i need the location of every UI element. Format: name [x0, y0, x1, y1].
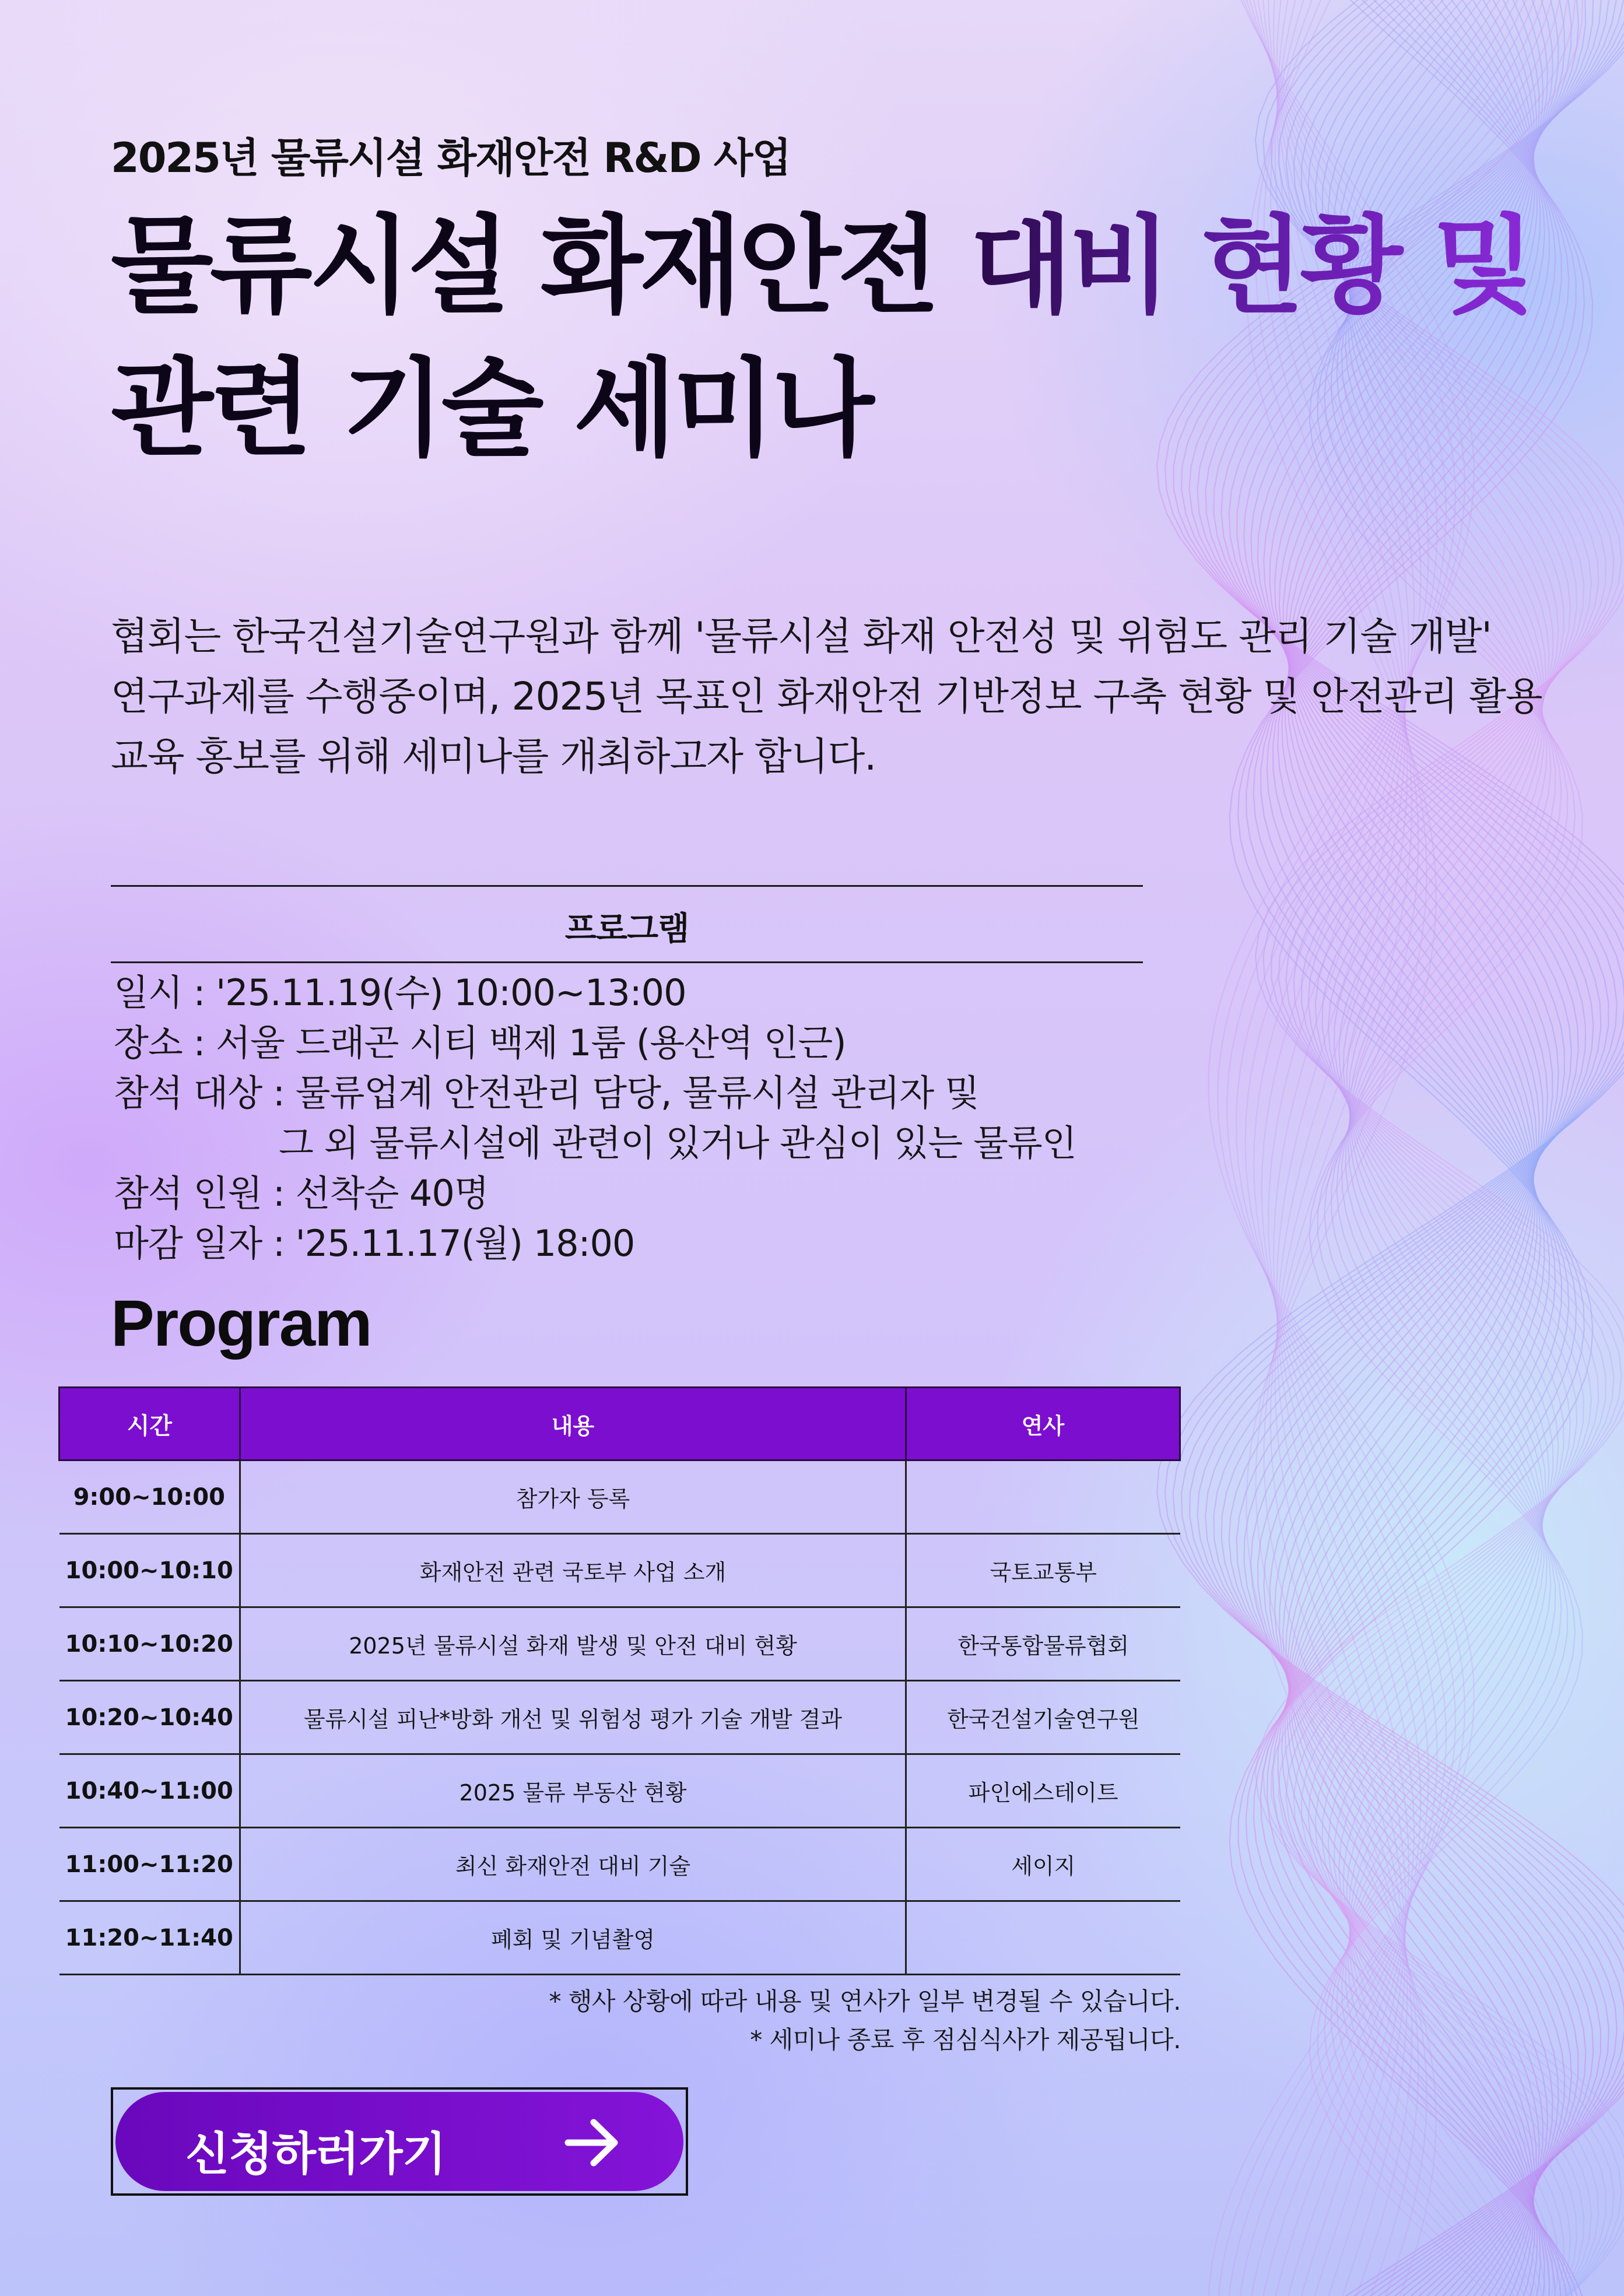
- table-row: [59, 1828, 1180, 1901]
- event-title-line-1: [111, 204, 1532, 328]
- cell-speaker: 한국건설기술연구원: [906, 1681, 1180, 1754]
- column-header-content: 내용: [240, 1388, 906, 1461]
- cell-time: 10:00~10:10: [59, 1534, 240, 1607]
- cell-time: 9:00~10:00: [59, 1461, 240, 1534]
- cell-content: 2025 물류 부동산 현황: [240, 1754, 906, 1828]
- event-title-line-2: 관련 기술 세미나: [111, 347, 871, 471]
- event-subtitle: 2025년 물류시설 화재안전 R&D 사업: [111, 134, 791, 182]
- detail-label: 장소 :: [114, 1021, 205, 1064]
- cell-time: 10:20~10:40: [59, 1681, 240, 1754]
- detail-deadline: [114, 1219, 1076, 1269]
- arrow-right-icon: [564, 2116, 620, 2169]
- detail-value: '25.11.17(월) 18:00: [295, 1222, 635, 1265]
- program-info-header: [111, 885, 1143, 963]
- table-header-row: [59, 1388, 1180, 1461]
- cell-content: 2025년 물류시설 화재 발생 및 안전 대비 현황: [240, 1607, 906, 1681]
- intro-line: 교육 홍보를 위해 세미나를 개최하고자 합니다.: [111, 734, 876, 779]
- program-info-heading: 프로그램: [564, 910, 689, 948]
- table-row: [59, 1901, 1180, 1975]
- table-row: [59, 1534, 1180, 1607]
- intro-line: 연구과제를 수행중이며, 2025년 목표인 화재안전 기반정보 구축 현황 및 안전관리 활용: [111, 674, 1542, 719]
- detail-value: '25.11.19(수) 10:00~13:00: [216, 971, 686, 1014]
- divider: [111, 961, 1143, 963]
- cell-content: 폐회 및 기념촬영: [240, 1901, 906, 1975]
- cell-content: 최신 화재안전 대비 기술: [240, 1828, 906, 1901]
- schedule-notes: [58, 1982, 1181, 2059]
- table-row: [59, 1754, 1180, 1828]
- detail-capacity: [114, 1168, 1076, 1219]
- detail-value: 물류업계 안전관리 담당, 물류시설 관리자 및: [295, 1072, 979, 1114]
- cell-content: 화재안전 관련 국토부 사업 소개: [240, 1534, 906, 1607]
- cell-speaker: 국토교통부: [906, 1534, 1180, 1607]
- detail-audience: [114, 1068, 1076, 1118]
- cell-content: 물류시설 피난*방화 개선 및 위험성 평가 기술 개발 결과: [240, 1681, 906, 1754]
- cell-content: 참가자 등록: [240, 1461, 906, 1534]
- detail-value: 서울 드래곤 시티 백제 1룸 (용산역 인근): [216, 1021, 846, 1064]
- detail-label: 참석 대상 :: [114, 1072, 285, 1114]
- cell-time: 10:10~10:20: [59, 1607, 240, 1681]
- detail-label: 참석 인원 :: [114, 1172, 285, 1214]
- detail-place: [114, 1018, 1076, 1068]
- detail-value: 선착순 40명: [295, 1172, 489, 1214]
- cell-time: 11:20~11:40: [59, 1901, 240, 1975]
- detail-label: 마감 일자 :: [114, 1222, 285, 1265]
- detail-label: 일시 :: [114, 971, 205, 1014]
- note-line: * 행사 상황에 따라 내용 및 연사가 일부 변경될 수 있습니다.: [549, 1987, 1181, 2016]
- table-row: [59, 1607, 1180, 1681]
- intro-line: 협회는 한국건설기술연구원과 함께 '물류시설 화재 안전성 및 위험도 관리 기술 개발': [111, 614, 1492, 659]
- cell-time: 10:40~11:00: [59, 1754, 240, 1828]
- column-header-speaker: 연사: [906, 1388, 1180, 1461]
- cell-speaker: [906, 1461, 1180, 1534]
- cell-speaker: 세이지: [906, 1828, 1180, 1901]
- intro-paragraph: [111, 606, 1542, 787]
- apply-button-frame: [111, 2087, 688, 2196]
- cell-time: 11:00~11:20: [59, 1828, 240, 1901]
- title-dark-part: 물류시설 화재안전: [111, 204, 936, 328]
- schedule-table: [58, 1386, 1181, 1975]
- apply-button-label: 신청하러가기: [185, 2128, 446, 2179]
- schedule-heading: Program: [111, 1287, 371, 1360]
- cell-speaker: 파인에스테이트: [906, 1754, 1180, 1828]
- cell-speaker: [906, 1901, 1180, 1975]
- event-details: [114, 968, 1076, 1269]
- detail-audience-cont: [114, 1118, 1076, 1168]
- title-accent-part: 대비 현황 및: [970, 204, 1532, 328]
- detail-value: 그 외 물류시설에 관련이 있거나 관심이 있는 물류인: [279, 1122, 1076, 1164]
- table-row: [59, 1681, 1180, 1754]
- note-line: * 세미나 종료 후 점심식사가 제공됩니다.: [750, 2025, 1181, 2054]
- table-row: [59, 1461, 1180, 1534]
- cell-speaker: 한국통합물류협회: [906, 1607, 1180, 1681]
- column-header-time: 시간: [59, 1388, 240, 1461]
- apply-button[interactable]: [115, 2092, 683, 2191]
- detail-date: [114, 968, 1076, 1018]
